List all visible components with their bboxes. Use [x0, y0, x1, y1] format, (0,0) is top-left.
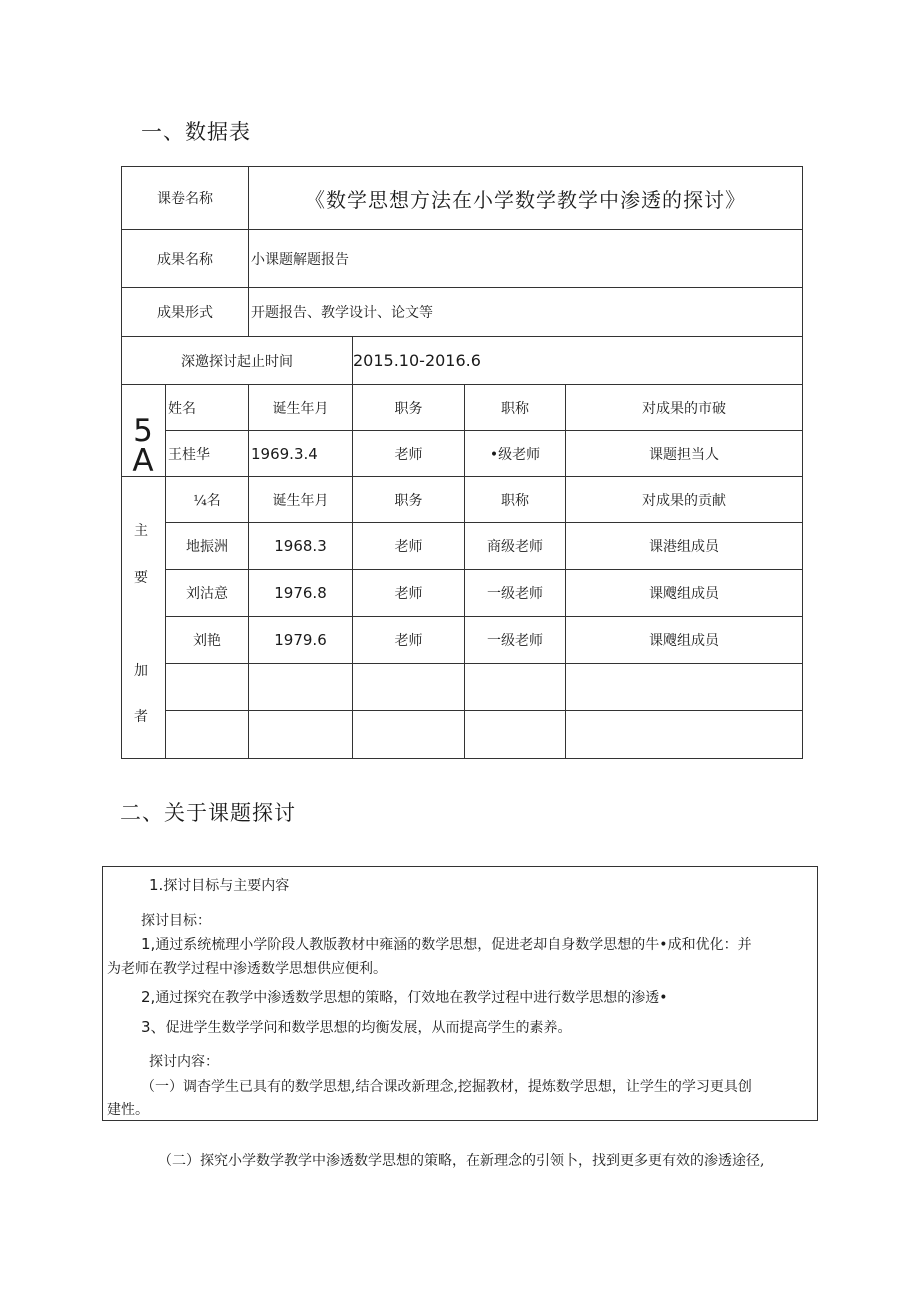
leader-header-name: 姓名 — [166, 385, 249, 431]
topic-label: 课卷名称 — [122, 167, 249, 230]
empty-cell — [249, 664, 353, 711]
leader-side-mark — [121, 413, 165, 479]
member-birth: 1976.8 — [249, 570, 353, 617]
leader-name: 王桂华 — [166, 431, 249, 477]
leader-header-row — [122, 385, 803, 431]
member-title: 商级老师 — [465, 523, 566, 570]
empty-cell — [465, 711, 566, 759]
leader-contribution: 课题担当人 — [566, 431, 803, 477]
result-form-row — [122, 288, 803, 337]
members-side-char: 主 — [134, 523, 148, 539]
time-label: 深邀探讨起止时间 — [122, 337, 353, 385]
table-row — [122, 570, 803, 617]
content-item-1-cont: 建性。 — [107, 1102, 149, 1118]
side-mark-digit: 5 — [133, 413, 153, 449]
result-name-label: 成果名称 — [122, 230, 249, 288]
goal-item-1-cont: 为老师在教学过程中渗透数学思想供应便利。 — [107, 961, 387, 977]
info-table — [121, 166, 803, 759]
leader-header-contribution: 对成果的市破 — [566, 385, 803, 431]
content-label: 探讨内容： — [149, 1054, 219, 1070]
members-side-char: 要 — [134, 570, 148, 586]
goal2-num: 2, — [141, 988, 156, 1006]
members-side-char: 者 — [134, 709, 148, 725]
member-position: 老师 — [353, 617, 465, 664]
leader-position: 老师 — [353, 431, 465, 477]
leader-header-position: 职务 — [353, 385, 465, 431]
side-mark-letter: A — [132, 443, 154, 479]
members-header-position: 职务 — [353, 477, 465, 523]
member-birth: 1979.6 — [249, 617, 353, 664]
empty-cell — [353, 664, 465, 711]
member-position: 老师 — [353, 570, 465, 617]
empty-cell — [166, 711, 249, 759]
member-birth: 1968.3 — [249, 523, 353, 570]
goal-label: 探讨目标： — [141, 913, 211, 929]
members-header-row — [122, 477, 803, 523]
member-contribution: 课飕组成员 — [566, 570, 803, 617]
table-row-empty — [122, 711, 803, 759]
time-value: 2015.10-2016.6 — [353, 337, 803, 385]
content-item-2: （二）探究小学数学教学中渗透数学思想的策略，在新理念的引领卜，找到更多更有效的渗透途径, — [158, 1153, 765, 1169]
section-heading-research: 二、关于课题探讨 — [120, 801, 296, 825]
member-position: 老师 — [353, 523, 465, 570]
leader-header-birth: 诞生年月 — [249, 385, 353, 431]
research-heading-num: 1. — [149, 876, 164, 894]
member-contribution: 课飕组成员 — [566, 617, 803, 664]
member-name: 地振洲 — [166, 523, 249, 570]
goal-item-3 — [141, 1016, 572, 1037]
goal3-num: 3、 — [141, 1018, 166, 1036]
member-title: 一级老师 — [465, 570, 566, 617]
leader-header-title: 职称 — [465, 385, 566, 431]
members-side-char: 加 — [134, 663, 148, 679]
member-title: 一级老师 — [465, 617, 566, 664]
members-header-name: ¼名 — [166, 477, 249, 523]
research-heading — [149, 875, 289, 895]
result-form-label: 成果形式 — [122, 288, 249, 337]
member-name: 刘沽意 — [166, 570, 249, 617]
table-row — [122, 617, 803, 664]
members-header-contribution: 对成果的贡献 — [566, 477, 803, 523]
empty-cell — [566, 711, 803, 759]
member-name: 刘艳 — [166, 617, 249, 664]
topic-row — [122, 167, 803, 230]
result-name-value: 小课题解题报告 — [249, 230, 803, 288]
leader-row — [122, 431, 803, 477]
table-row — [122, 523, 803, 570]
result-name-row — [122, 230, 803, 288]
content-item-1: （一）调杳学生已具有的数学思想,结合课改新理念,挖掘教材，提炼数学思想，让学生的学习更具创 — [141, 1079, 752, 1095]
time-row — [122, 337, 803, 385]
research-box — [102, 866, 818, 1121]
members-header-birth: 诞生年月 — [249, 477, 353, 523]
goal-item-1 — [141, 934, 752, 954]
members-header-title: 职称 — [465, 477, 566, 523]
leader-birth: 1969.3.4 — [249, 431, 353, 477]
goal1-num: 1, — [141, 935, 156, 953]
leader-title: •级老师 — [465, 431, 566, 477]
table-row-empty — [122, 664, 803, 711]
topic-value: 《数学思想方法在小学数学教学中渗透的探讨》 — [249, 167, 803, 230]
section-heading-data-table: 一、数据表 — [141, 120, 251, 144]
empty-cell — [353, 711, 465, 759]
empty-cell — [566, 664, 803, 711]
empty-cell — [249, 711, 353, 759]
empty-cell — [166, 664, 249, 711]
goal-item-2 — [141, 987, 668, 1007]
empty-cell — [465, 664, 566, 711]
result-form-value: 开题报告、教学设计、论文等 — [249, 288, 803, 337]
member-contribution: 课港组成员 — [566, 523, 803, 570]
research-heading-text: 探讨目标与主要内容 — [163, 878, 290, 894]
goal1-text: 通过系统梳理小学阶段人教版教材中雍涵的数学思想，促进老却自身数学思想的牛•成和优化：并 — [155, 937, 752, 953]
goal3-text: 促进学生数学学问和数学思想的均衡发展，从而提高学生的素养。 — [165, 1020, 572, 1036]
goal2-text: 通过探究在教学中渗透数学思想的策略，仃效地在教学过程中进行数学思想的渗透• — [155, 990, 668, 1006]
